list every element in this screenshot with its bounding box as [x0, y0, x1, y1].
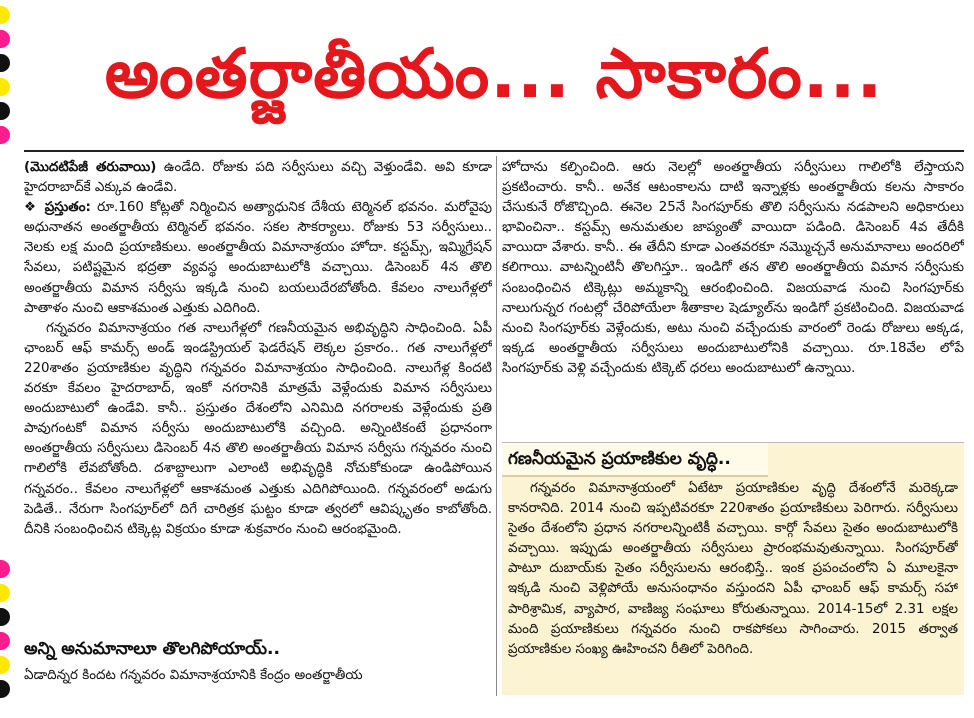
subheading-passenger-growth: గణనీయమైన ప్రయాణికుల వృద్ధి..: [502, 443, 768, 477]
bullet-label: ❖ ప్రస్తుతం:: [24, 200, 91, 216]
headline: అంతర్జాతీయం... సాకారం...: [104, 35, 884, 114]
lead-text: ఉండేది. రోజుకు పది సర్వీసులు వచ్చి వెళ్తుండేవి. అవి కూడా హైదరాబాద్‌కే ఎక్కువ ఉండేవి.: [24, 160, 492, 196]
reg-dot-black: [0, 680, 10, 698]
reg-dot-black: [0, 54, 10, 72]
subheading-doubts-cleared: అన్ని అనుమానాలూ తొలగిపోయాయ్..: [24, 639, 280, 659]
highlight-box-body: [508, 479, 958, 691]
reg-dot-yellow: [0, 584, 10, 602]
reg-dot-yellow: [0, 656, 10, 674]
headline-rule: [24, 150, 964, 152]
reg-dot-magenta: [0, 30, 10, 48]
lead-paragraph: [24, 158, 492, 198]
article-column-1: [24, 158, 492, 630]
col2-paragraph: హోదాను కల్పించింది. ఆరు నెలల్లో అంతర్జాతీయ సర్వీసులు గాలిలోకి లేస్తాయని ప్రకటించారు. కానీ.. అనేక ఆటంకాలను దాటి ఇన్నాళ్లకు అంతర్జాతీయ కలను సాకారం చేసుకునే రోజొచ్చింది. ఈనెల 25నే సింగపూర్‌కు తొలి సర్వీసును నడపాలని అధికారులు భావించినా.. కస్టమ్స్ అనుమతుల జాప్యంతో వాయిదా పడింది. డిసెంబర్ 4వ తేదీకి వాయిదా వేశారు. కానీ.. ఈ తేదీని కూడా ఎంతవరకూ నమ్మొచ్చనే అనుమానాలు అందరిలో కలిగాయి. వాటన్నింటినీ తొలగిస్తూ.. ఇండిగో తన తొలి అంతర్జాతీయ విమాన సర్వీసుకు సంబంధించిన టిక్కెట్లు అమ్మకాన్ని ఆరంభించింది. విజయవాడ నుంచి సింగపూర్‌కు నాలుగున్నర గంటల్లో చేరిపోయేలా శీతాకాల షెడ్యూల్‌ను ఇండిగో ప్రకటించింది. విజయవాడ నుంచి సింగపూర్‌కు వెళ్లేందుకు, అటు నుంచి వచ్చేందుకు వారంలో రెండు రోజులు అక్కడ, ఇక్కడ అంతర్జాతీయ సర్వీసులు అందుబాటులోనికి వచ్చాయి. రూ.18వేల లోపే సింగపూర్‌కు వెళ్లి వచ్చేందుకు టిక్కెట్ ధరలు అందుబాటులో ఉన్నాయి.: [502, 160, 964, 376]
bullet-paragraph: [24, 198, 492, 319]
reg-dot-black: [0, 608, 10, 626]
bullet-text: రూ.160 కోట్లతో నిర్మించిన అత్యాధునిక దేశీయ టెర్మినల్ భవనం. మరోవైపు అధునాతన అంతర్జాతీయ టెర్మినల్ భవనం. సకల సౌకర్యాలు. రోజుకు 53 సర్వీసులు.. నెలకు లక్ష మంది ప్రయాణికులు. అంతర్జాతీయ విమానాశ్రయం హోదా. కస్టమ్స్, ఇమ్మిగ్రేషన్ సేవలు, పటిష్టమైన భద్రతా వ్యవస్థ అందుబాటులోకి వచ్చాయి. డిసెంబర్ 4న తొలి అంతర్జాతీయ విమాన సర్వీసు ఇక్కడి నుంచి బయలుదేరబోతోంది. కేవలం నాలుగేళ్లలో పాతాళం నుంచి ఆకాశమంత ఎత్తుకు ఎదిగింది.: [24, 200, 492, 316]
paragraph-3: ఏడాదిన్నర కిందట గన్నవరం విమానాశ్రయానికి కేంద్రం అంతర్జాతీయ: [24, 668, 363, 683]
paragraph-2: గన్నవరం విమానాశ్రయం గత నాలుగేళ్లలో గణనీయమైన అభివృద్ధిని సాధించింది. ఏపీ ఛాంబర్ ఆఫ్ కామర్స్ అండ్ ఇండస్ట్రియల్ ఫెడరేషన్ లెక్కల ప్రకారం.. గత నాలుగేళ్లలో 220శాతం ప్రయాణికుల వృద్ధిని గన్నవరం విమానాశ్రయం సాధించింది. నాలుగేళ్ల కిందటి వరకూ కేవలం హైదరాబాద్, ఇంకో నగరానికి మాత్రమే వెళ్లేందుకు విమాన సర్వీసులు అందుబాటులో ఉండేవి. కానీ.. ప్రస్తుతం దేశంలోని ఎనిమిది నగరాలకు వెళ్లేందుకు ప్రతి పావుగంటకో విమాన సర్వీసు అందుబాటులోకి వచ్చింది. అన్నింటికంటే ప్రధానంగా అంతర్జాతీయ సర్వీసులు డిసెంబర్ 4న తొలి అంతర్జాతీయ విమాన సర్వీసు గన్నవరం నుంచి గాలిలోకి లేవబోతోంది. దశాబ్దాలుగా ఎలాంటి అభివృద్ధికి నోచుకోకుండా ఉండిపోయిన గన్నవరం.. కేవలం నాలుగేళ్లలో ఆకాశమంత ఎత్తుకు ఎదిగిపోయింది. గన్నవరంలో అడుగు పెడితే.. నేరుగా సింగపూర్‌లో దిగే చారిత్రక ఘట్టం కూడా త్వరలో ఆవిష్కృతం కాబోతోంది. దీనికి సంబంధించిన టిక్కెట్ల విక్రయం కూడా శుక్రవారం నుంచి ఆరంభమైంది.: [24, 320, 492, 537]
highlight-box: [502, 442, 964, 695]
article-column-2: [502, 158, 964, 440]
reg-dot-magenta: [0, 560, 10, 578]
reg-dot-black: [0, 102, 10, 120]
reg-dot-magenta: [0, 632, 10, 650]
column-divider: [496, 156, 497, 696]
registration-marks: [0, 0, 14, 718]
reg-dot-yellow: [0, 78, 10, 96]
continuation-label: (మొదటిపేజీ తరువాయి): [24, 160, 157, 175]
reg-dot-magenta: [0, 126, 10, 144]
highlight-paragraph: గన్నవరం విమానాశ్రయంలో ఏటేటా ప్రయాణికుల వృద్ధి దేశంలోనే మరెక్కడా కానరానిది. 2014 నుంచి ఇప్పటివరకూ 220శాతం ప్రయాణికులు పెరిగారు. సర్వీసులు సైతం దేశంలోని ప్రధాన నగరాలన్నింటికీ వచ్చాయి. కార్గో సేవలు సైతం అందుబాటులోకి వచ్చాయి. ఇప్పుడు అంతర్జాతీయ సర్వీసులు ప్రారంభమవుతున్నాయి. సింగపూర్‌తో పాటూ దుబాయ్‌కు సైతం సర్వీసులను ఆరంభిస్తే.. ఇంక ప్రపంచంలోని ఏ మూలకైనా ఇక్కడి నుంచి వెళ్లిపోయే అనుసంధానం వస్తుందని ఏపీ ఛాంబర్ ఆఫ్ కామర్స్ సహా పారిశ్రామిక, వ్యాపార, వాణిజ్య సంఘాలు కోరుతున్నాయి. 2014-15లో 2.31 లక్షల మంది ప్రయాణికులు గన్నవరం నుంచి రాకపోకలు సాగించారు. 2015 తర్వాత ప్రయాణికుల సంఖ్య ఊహించని రీతిలో పెరిగింది.: [508, 481, 958, 657]
reg-dot-yellow: [0, 6, 10, 24]
